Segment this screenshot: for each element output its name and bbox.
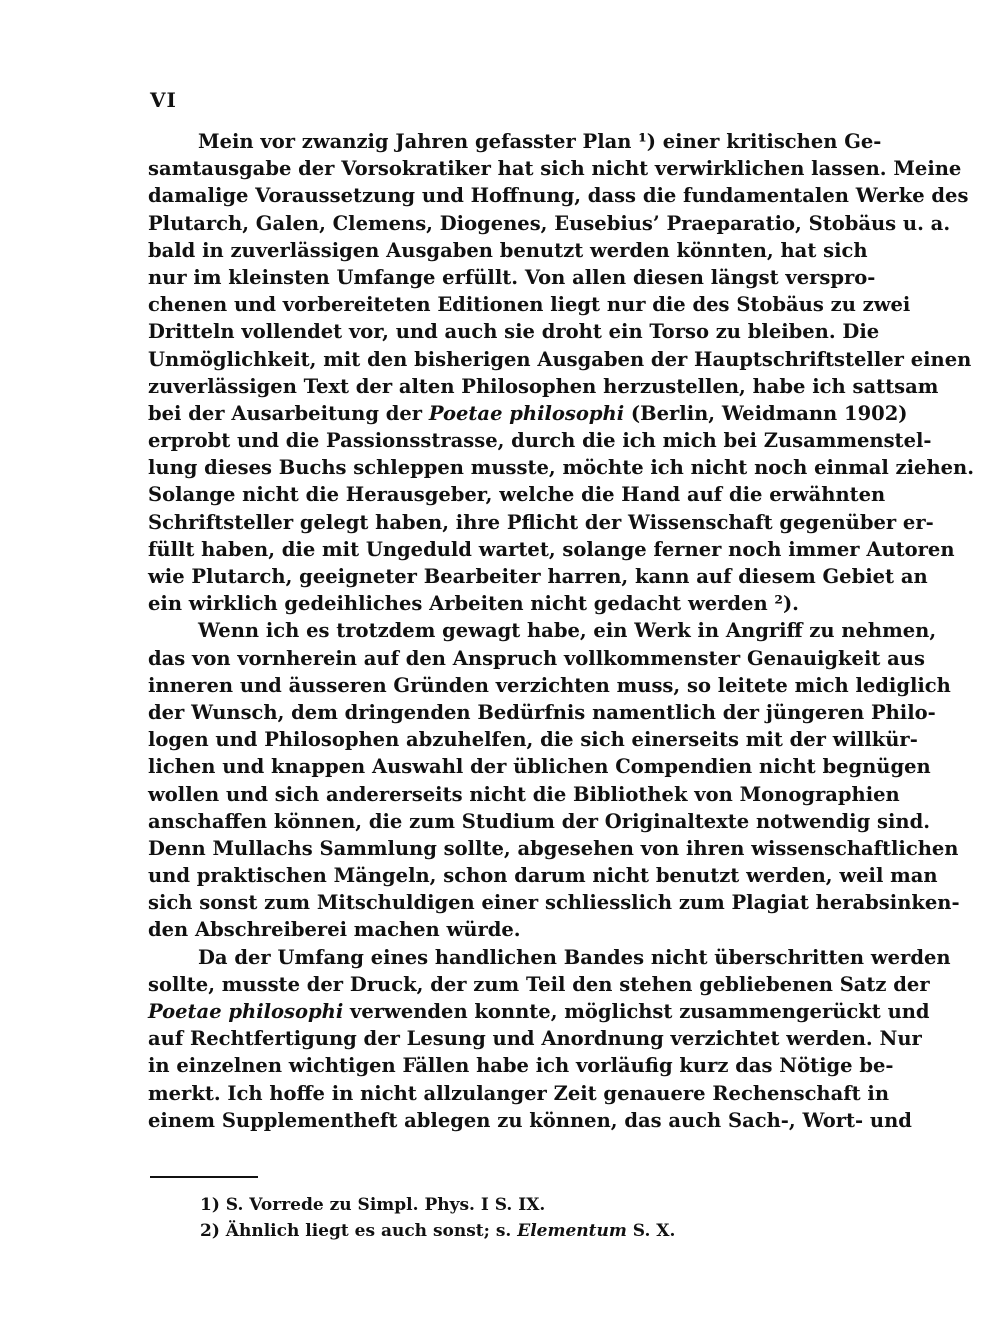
text-line: chenen und vorbereiteten Editionen liegt nur die des Stobäus zu zwei bbox=[148, 293, 911, 317]
text-line: ein wirklich gedeihliches Arbeiten nicht gedacht werden ²). bbox=[148, 592, 799, 616]
text-line: das von vornherein auf den Anspruch vollkommenster Genauigkeit aus bbox=[148, 646, 925, 670]
text-line: Poetae philosophi verwenden konnte, möglichst zusammengerückt und bbox=[148, 1000, 930, 1023]
text-line: Wenn ich es trotzdem gewagt habe, ein Werk in Angriff zu nehmen, bbox=[198, 619, 937, 643]
text-line: einem Supplementheft ablegen zu können, das auch Sach-, Wort- und bbox=[148, 1108, 912, 1132]
text-line: auf Rechtfertigung der Lesung und Anordnung verzichtet werden. Nur bbox=[148, 1027, 922, 1051]
body-text bbox=[148, 128, 974, 1134]
text-line: wollen und sich andererseits nicht die Bibliothek von Monographien bbox=[148, 782, 900, 806]
text-line: bald in zuverlässigen Ausgaben benutzt werden könnten, hat sich bbox=[148, 238, 868, 262]
text-line: lung dieses Buchs schleppen musste, möchte ich nicht noch einmal ziehen. bbox=[148, 456, 974, 480]
text-line: lichen und knappen Auswahl der üblichen Compendien nicht begnügen bbox=[148, 755, 931, 779]
text-line: anschaffen können, die zum Studium der Originaltexte notwendig sind. bbox=[148, 809, 930, 833]
text-line: erprobt und die Passionsstrasse, durch die ich mich bei Zusammenstel- bbox=[148, 429, 932, 453]
footnote-1: 1) S. Vorrede zu Simpl. Phys. I S. IX. bbox=[200, 1195, 546, 1215]
text-line: sich sonst zum Mitschuldigen einer schliesslich zum Plagiat herabsinken- bbox=[148, 891, 960, 915]
text-line: in einzelnen wichtigen Fällen habe ich vorläufig kurz das Nötige be- bbox=[148, 1054, 894, 1078]
text-line: Unmöglichkeit, mit den bisherigen Ausgaben der Hauptschriftsteller einen bbox=[148, 347, 972, 371]
text-line: nur im kleinsten Umfange erfüllt. Von allen diesen längst verspro- bbox=[148, 265, 876, 289]
footnote-2: 2) Ähnlich liegt es auch sonst; s. Elementum S. X. bbox=[200, 1221, 676, 1241]
text-line: Mein vor zwanzig Jahren gefasster Plan ¹) einer kritischen Ge- bbox=[198, 130, 882, 153]
text-line: merkt. Ich hoffe in nicht allzulanger Zeit genauere Rechenschaft in bbox=[148, 1081, 890, 1105]
text-line: Plutarch, Galen, Clemens, Diogenes, Eusebius’ Praeparatio, Stobäus u. a. bbox=[148, 211, 951, 235]
text-line: Da der Umfang eines handlichen Bandes nicht überschritten werden bbox=[198, 945, 951, 969]
text-line: damalige Voraussetzung und Hoffnung, dass die fundamentalen Werke des bbox=[148, 184, 969, 208]
text-line: bei der Ausarbeitung der Poetae philosophi (Berlin, Weidmann 1902) bbox=[148, 401, 908, 425]
text-line: Solange nicht die Herausgeber, welche die Hand auf die erwähnten bbox=[148, 483, 886, 507]
text-line: Schriftsteller gelegt haben, ihre Pflicht der Wissenschaft gegenüber er- bbox=[148, 510, 934, 534]
text-line: Denn Mullachs Sammlung sollte, abgesehen von ihren wissenschaftlichen bbox=[148, 836, 959, 860]
text-line: und praktischen Mängeln, schon darum nicht benutzt werden, weil man bbox=[148, 864, 938, 888]
text-line: inneren und äusseren Gründen verzichten muss, so leitete mich lediglich bbox=[148, 673, 951, 697]
footnotes bbox=[200, 1192, 700, 1244]
text-line: den Abschreiberei machen würde. bbox=[148, 918, 521, 942]
text-line: sollte, musste der Druck, der zum Teil den stehen gebliebenen Satz der bbox=[148, 972, 930, 996]
footnote-separator bbox=[150, 1176, 258, 1178]
text-line: logen und Philosophen abzuhelfen, die sich einerseits mit der willkür- bbox=[148, 728, 918, 752]
text-line: wie Plutarch, geeigneter Bearbeiter harren, kann auf diesem Gebiet an bbox=[148, 565, 928, 588]
page-number: VI bbox=[150, 88, 177, 112]
text-line: samtausgabe der Vorsokratiker hat sich nicht verwirklichen lassen. Meine bbox=[148, 157, 962, 181]
text-line: Dritteln vollendet vor, und auch sie droht ein Torso zu bleiben. Die bbox=[148, 320, 880, 344]
text-line: der Wunsch, dem dringenden Bedürfnis namentlich der jüngeren Philo- bbox=[148, 700, 936, 724]
text-line: zuverlässigen Text der alten Philosophen herzustellen, habe ich sattsam bbox=[148, 374, 939, 398]
text-line: füllt haben, die mit Ungeduld wartet, solange ferner noch immer Autoren bbox=[148, 537, 955, 561]
